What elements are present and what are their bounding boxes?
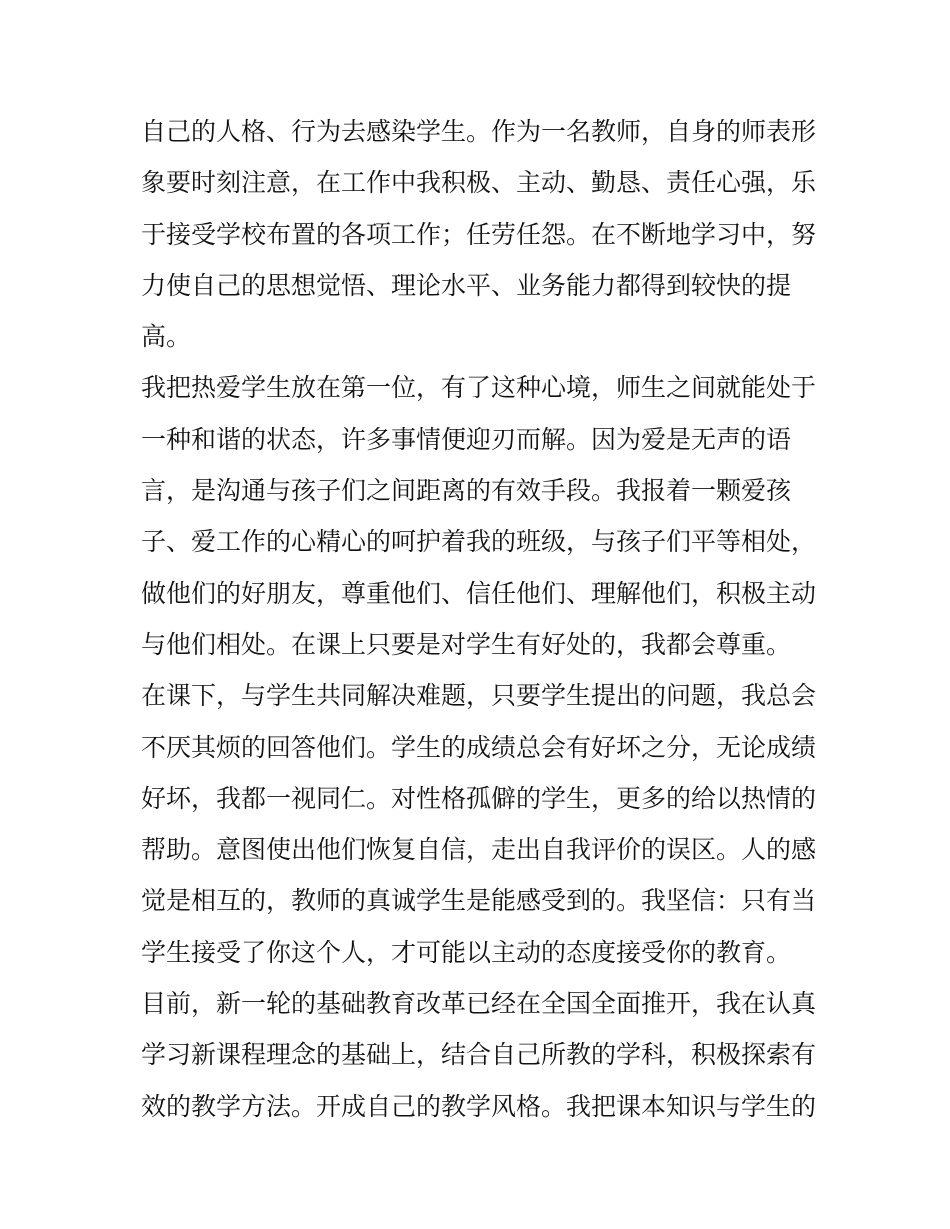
text-line: 在课下，与学生共同解决难题，只要学生提出的问题，我总会 bbox=[141, 681, 817, 711]
body-text bbox=[141, 106, 817, 1132]
text-line: 做他们的好朋友，尊重他们、信任他们、理解他们，积极主动 bbox=[141, 578, 817, 608]
text-line: 学习新课程理念的基础上，结合自己所教的学科，积极探索有 bbox=[141, 1040, 817, 1070]
text-line: 自己的人格、行为去感染学生。作为一名教师，自身的师表形 bbox=[141, 117, 817, 146]
text-line: 象要时刻注意，在工作中我积极、主动、勤恳、责任心强，乐 bbox=[141, 168, 817, 198]
text-line: 学生接受了你这个人，才可能以主动的态度接受你的教育。 bbox=[141, 937, 792, 967]
text-line: 于接受学校布置的各项工作；任劳任怨。在不断地学习中，努 bbox=[141, 219, 817, 249]
text-line: 觉是相互的，教师的真诚学生是能感受到的。我坚信：只有当 bbox=[141, 886, 817, 916]
text-line: 言，是沟通与孩子们之间距离的有效手段。我报着一颗爱孩 bbox=[141, 476, 792, 506]
text-line: 高。 bbox=[141, 322, 192, 352]
text-line: 目前，新一轮的基础教育改革已经在全国全面推开，我在认真 bbox=[141, 989, 817, 1019]
text-line: 一种和谐的状态，许多事情便迎刃而解。因为爱是无声的语 bbox=[141, 424, 792, 454]
text-line: 与他们相处。在课上只要是对学生有好处的，我都会尊重。 bbox=[141, 629, 792, 659]
text-line: 我把热爱学生放在第一位，有了这种心境，师生之间就能处于 bbox=[141, 373, 817, 403]
text-line: 好坏，我都一视同仁。对性格孤僻的学生，更多的给以热情的 bbox=[141, 783, 817, 813]
text-line: 效的教学方法。开成自己的教学风格。我把课本知识与学生的 bbox=[141, 1091, 817, 1121]
text-line: 子、爱工作的心精心的呵护着我的班级，与孩子们平等相处， bbox=[141, 527, 817, 557]
text-line: 帮助。意图使出他们恢复自信，走出自我评价的误区。人的感 bbox=[141, 835, 817, 865]
text-line: 力使自己的思想觉悟、理论水平、业务能力都得到较快的提 bbox=[141, 270, 792, 300]
text-line: 不厌其烦的回答他们。学生的成绩总会有好坏之分，无论成绩 bbox=[141, 732, 817, 762]
